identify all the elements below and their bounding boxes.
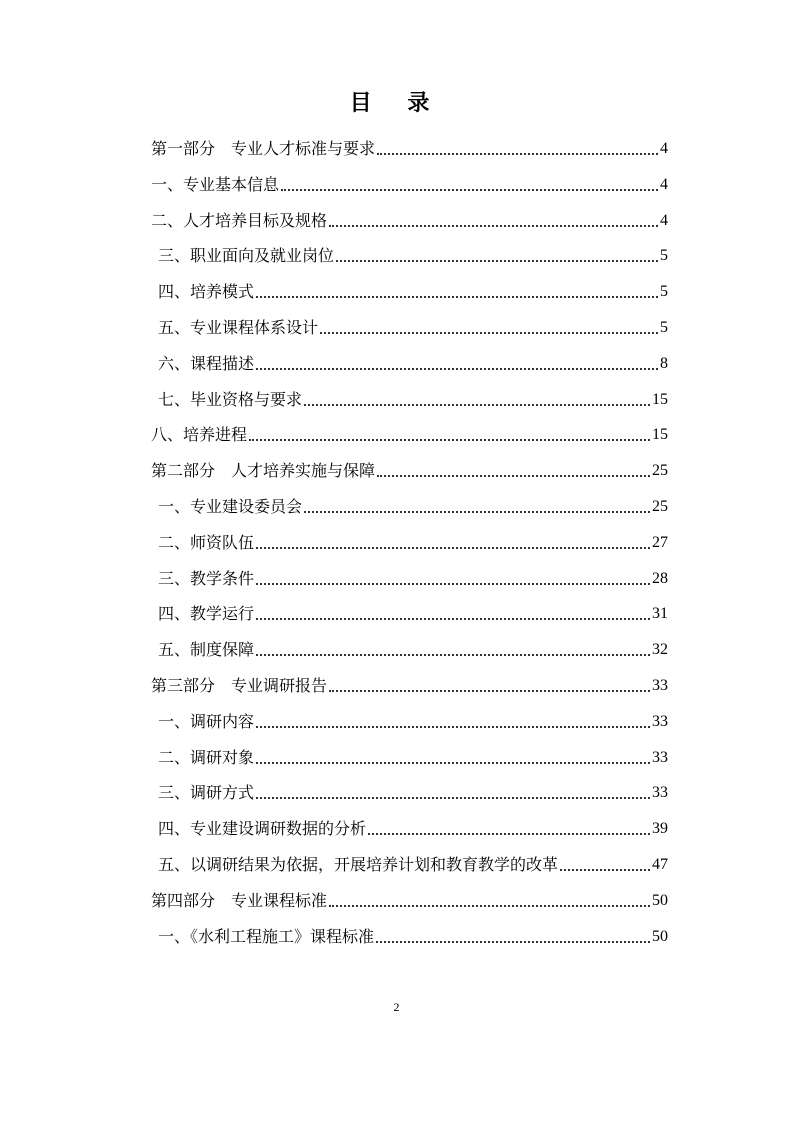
toc-entry-label: 五、制度保障	[158, 640, 255, 660]
toc-entry-page: 47	[652, 856, 668, 873]
toc-entry-page: 39	[652, 820, 668, 838]
toc-entry-label: 一、《水利工程施工》课程标准	[158, 926, 375, 946]
toc-leader-dots	[560, 868, 650, 871]
toc-entry-page: 5	[660, 283, 668, 301]
toc-entry-page: 33	[652, 712, 668, 730]
toc-leader-dots	[256, 796, 650, 799]
toc-leader-dots	[249, 438, 650, 441]
toc-leader-dots	[256, 295, 658, 298]
toc-entry[interactable]	[158, 309, 668, 339]
toc-entry-label: 五、以调研结果为依据，开展培养计划和教育教学的改革	[158, 855, 559, 874]
toc-entry-label: 二、调研对象	[158, 747, 255, 767]
toc-entry[interactable]	[151, 416, 668, 446]
toc-entry[interactable]	[158, 703, 668, 733]
toc-leader-dots	[256, 617, 650, 620]
toc-entry-label: 第四部分 专业课程标准	[151, 890, 328, 910]
toc-entry-page: 33	[652, 748, 668, 766]
toc-entry-page: 25	[652, 498, 668, 515]
toc-entry-page: 31	[652, 605, 668, 623]
toc-entry-page: 33	[652, 677, 668, 694]
toc-entry[interactable]	[158, 273, 668, 303]
toc-entry-label: 一、专业建设委员会	[158, 497, 303, 516]
toc-entry[interactable]	[158, 381, 668, 411]
toc-entry[interactable]	[151, 130, 668, 160]
toc-leader-dots	[256, 546, 650, 549]
toc-entry[interactable]	[158, 237, 668, 267]
page-number: 2	[393, 1000, 400, 1014]
toc-entry-label: 三、职业面向及就业岗位	[158, 246, 335, 266]
toc-leader-dots	[377, 474, 650, 477]
toc-entry-page: 5	[660, 319, 668, 336]
toc-entry[interactable]	[158, 810, 668, 840]
toc-entry[interactable]	[151, 166, 668, 196]
toc-leader-dots	[304, 510, 650, 513]
toc-leader-dots	[256, 582, 650, 585]
toc-entry-page: 25	[652, 462, 668, 480]
toc-entry[interactable]	[158, 846, 668, 876]
toc-entry-label: 四、培养模式	[158, 282, 255, 302]
toc-entry-label: 一、调研内容	[158, 711, 255, 731]
toc-entry-label: 二、师资队伍	[158, 532, 255, 552]
toc-entry-page: 5	[660, 247, 668, 265]
toc-entry-label: 三、教学条件	[158, 568, 255, 588]
toc-leader-dots	[304, 403, 650, 406]
toc-entry-page: 4	[660, 175, 668, 193]
toc-entry[interactable]	[158, 631, 668, 661]
toc-entry[interactable]	[151, 452, 668, 482]
toc-entry[interactable]	[151, 667, 668, 697]
toc-entry-label: 二、人才培养目标及规格	[151, 210, 328, 230]
toc-entry[interactable]	[158, 345, 668, 375]
toc-leader-dots	[329, 689, 650, 692]
toc-entry-page: 50	[652, 927, 668, 945]
toc-leader-dots	[256, 367, 658, 370]
toc-entry-page: 8	[660, 354, 668, 372]
toc-entry-page: 33	[652, 784, 668, 802]
toc-entry[interactable]	[158, 595, 668, 625]
toc-leader-dots	[256, 725, 650, 728]
toc-entry[interactable]	[158, 488, 668, 518]
toc-entry[interactable]	[158, 774, 668, 804]
toc-entry[interactable]	[158, 739, 668, 769]
toc-leader-dots	[329, 904, 650, 907]
toc-leader-dots	[256, 761, 650, 764]
toc-entry-label: 第一部分 专业人才标准与要求	[151, 139, 376, 158]
toc-leader-dots	[336, 259, 658, 262]
toc-leader-dots	[329, 224, 658, 227]
toc-entry-label: 一、专业基本信息	[151, 174, 280, 194]
toc-title: 目 录	[349, 91, 444, 116]
toc-entry-label: 四、教学运行	[158, 604, 255, 624]
toc-leader-dots	[368, 832, 650, 835]
toc-entry-label: 六、课程描述	[158, 353, 255, 373]
toc-entry[interactable]	[151, 202, 668, 232]
toc-entry-label: 第二部分 人才培养实施与保障	[151, 461, 376, 481]
toc-entry[interactable]	[158, 560, 668, 590]
toc-entry-page: 28	[652, 569, 668, 587]
toc-entry-page: 15	[652, 390, 668, 408]
toc-entry-page: 4	[660, 140, 668, 157]
toc-entry[interactable]	[151, 882, 668, 912]
toc-leader-dots	[281, 188, 658, 191]
toc-entry-label: 七、毕业资格与要求	[158, 389, 303, 409]
toc-entry[interactable]	[158, 524, 668, 554]
toc-entry-page: 4	[660, 211, 668, 229]
toc-entry-label: 第三部分 专业调研报告	[151, 676, 328, 695]
toc-entry-label: 五、专业课程体系设计	[158, 318, 319, 337]
toc-entry-page: 15	[652, 426, 668, 444]
toc-leader-dots	[377, 152, 658, 155]
toc-leader-dots	[320, 331, 658, 334]
toc-entry-page: 27	[652, 533, 668, 551]
toc-entry-label: 四、专业建设调研数据的分析	[158, 819, 367, 839]
toc-entry-page: 32	[652, 641, 668, 659]
toc-entry-label: 八、培养进程	[151, 425, 248, 445]
toc-entry[interactable]	[158, 918, 668, 948]
toc-leader-dots	[376, 940, 650, 943]
toc-entry-page: 50	[652, 891, 668, 909]
toc-leader-dots	[256, 653, 650, 656]
toc-entry-label: 三、调研方式	[158, 783, 255, 803]
